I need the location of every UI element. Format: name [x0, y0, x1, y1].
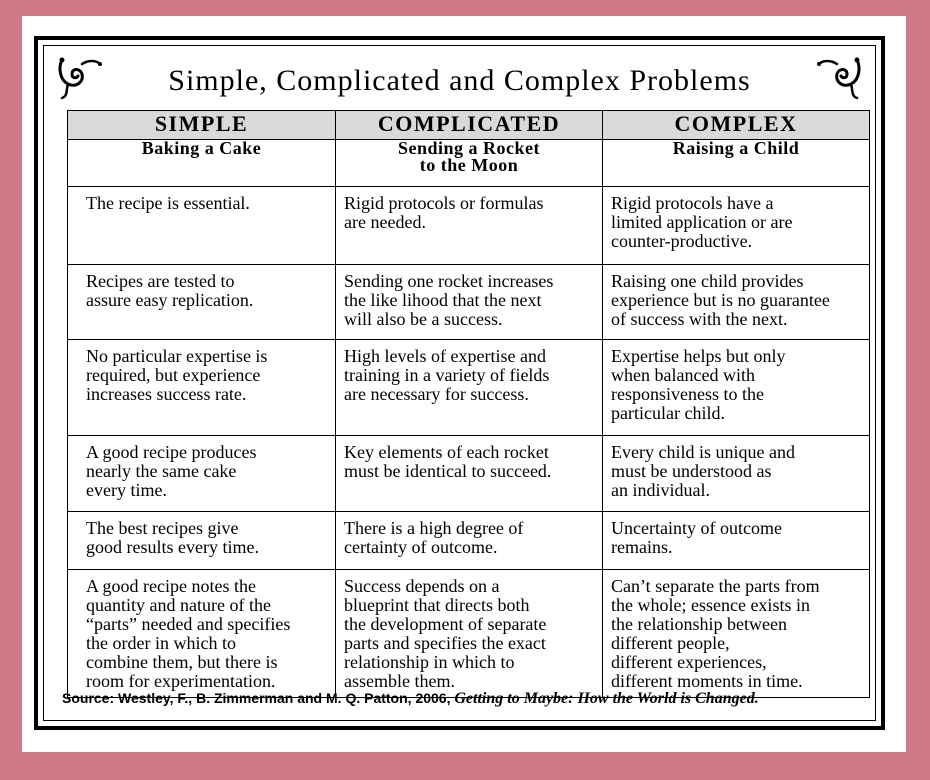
table-cell: Sending one rocket increases the like lihood that the next will also be a success.: [336, 265, 603, 340]
table-cell: Every child is unique and must be understood as an individual.: [603, 436, 870, 512]
column-header-complicated: COMPLICATED: [336, 111, 603, 140]
table-cell: A good recipe notes the quantity and nature of the “parts” needed and specifies the order in which to combine them, but there is room for experimentation.: [68, 570, 336, 698]
column-header-simple: SIMPLE: [68, 111, 336, 140]
table-row: [68, 512, 870, 570]
example-complex: Raising a Child: [603, 140, 870, 187]
table-row: [68, 265, 870, 340]
column-header-complex: COMPLEX: [603, 111, 870, 140]
table-row: [68, 570, 870, 698]
page-title: Simple, Complicated and Complex Problems: [168, 64, 751, 97]
table-cell: No particular expertise is required, but experience increases success rate.: [68, 340, 336, 436]
table-row: [68, 436, 870, 512]
table-row: [68, 187, 870, 265]
source-citation: [62, 690, 863, 708]
table-cell: Raising one child provides experience but is no guarantee of success with the next.: [603, 265, 870, 340]
document-inner-frame: [43, 45, 876, 721]
table-cell: Expertise helps but only when balanced with responsiveness to the particular child.: [603, 340, 870, 436]
document-frame: [34, 36, 885, 730]
table-cell: Rigid protocols or formulas are needed.: [336, 187, 603, 265]
table-row: [68, 340, 870, 436]
problems-table: [67, 110, 870, 698]
source-prefix: Source: Westley, F., B. Zimmerman and M. Q. Patton, 2006,: [62, 690, 455, 706]
table-header-row: [68, 111, 870, 140]
table-cell: A good recipe produces nearly the same cake every time.: [68, 436, 336, 512]
table-cell: The best recipes give good results every time.: [68, 512, 336, 570]
table-cell: There is a high degree of certainty of outcome.: [336, 512, 603, 570]
table-cell: High levels of expertise and training in a variety of fields are necessary for success.: [336, 340, 603, 436]
table-cell: Rigid protocols have a limited application or are counter-productive.: [603, 187, 870, 265]
table-cell: Can’t separate the parts from the whole; essence exists in the relationship between different people, different experiences, different moments in time.: [603, 570, 870, 698]
example-simple: Baking a Cake: [68, 140, 336, 187]
table-cell: Key elements of each rocket must be identical to succeed.: [336, 436, 603, 512]
table-example-row: [68, 140, 870, 187]
table-cell: Recipes are tested to assure easy replication.: [68, 265, 336, 340]
example-complicated: Sending a Rocket to the Moon: [336, 140, 603, 187]
table-cell: The recipe is essential.: [68, 187, 336, 265]
source-book-title: Getting to Maybe: How the World is Changed.: [454, 690, 759, 707]
table-cell: Uncertainty of outcome remains.: [603, 512, 870, 570]
table-cell: Success depends on a blueprint that directs both the development of separate parts and specifies the exact relationship in which to assemble them.: [336, 570, 603, 698]
